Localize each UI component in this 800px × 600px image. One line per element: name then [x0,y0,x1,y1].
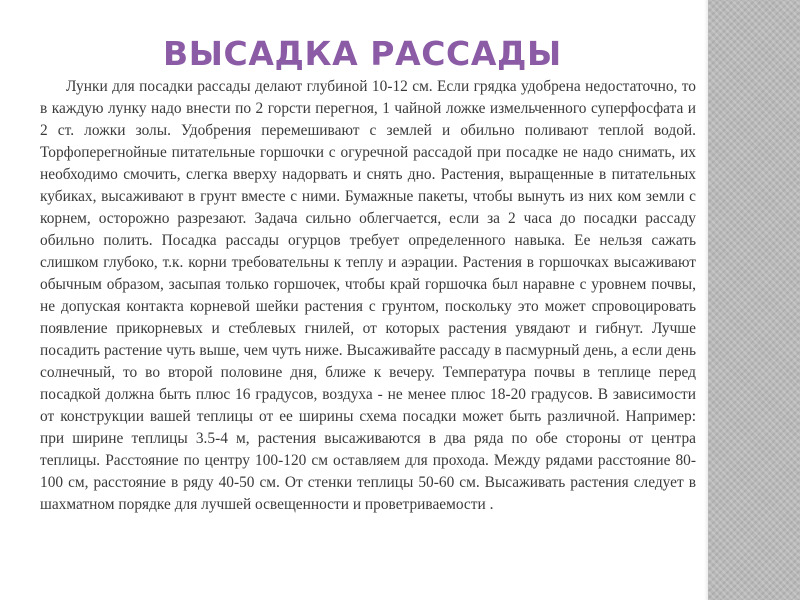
slide-title: ВЫСАДКА РАССАДЫ [163,34,562,73]
slide-body-text: Лунки для посадки рассады делают глубиной 10-12 см. Если грядка удобрена недостаточно, то в каждую лунку надо внести по 2 горсти перегноя, 1 чайной ложке измельченного суперфосфата и 2 ст. ложки золы. Удобрения перемешивают с землей и обильно поливают теплой водой. Торфоперегнойные питательные горшочки с огуречной рассадой при посадке не надо снимать, их необходимо смочить, слегка вверху надорвать и снять дно. Растения, выращенные в питательных кубиках, высаживают в грунт вместе с ними. Бумажные пакеты, чтобы вынуть из них ком земли с корнем, осторожно разрезают. Задача сильно облегчается, если за 2 часа до посадки рассаду обильно полить. Посадка рассады огурцов требует определенного навыка. Ее нельзя сажать слишком глубоко, т.к. корни требовательны к теплу и аэрации. Растения в горшочках высаживают обычным образом, засыпая только горшочек, чтобы край горшочка был наравне с уровнем почвы, не допуская контакта корневой шейки растения с грунтом, поскольку это может спровоцировать появление прикорневых и стеблевых гнилей, от которых растения увядают и гибнут. Лучше посадить растение чуть выше, чем чуть ниже. Высаживайте рассаду в пасмурный день, а если день солнечный, то во второй половине дня, ближе к вечеру. Температура почвы в теплице перед посадкой должна быть плюс 16 градусов, воздуха - не менее плюс 18-20 градусов. В зависимости от конструкции вашей теплицы от ее ширины схема посадки может быть различной. Например: при ширине теплицы 3.5-4 м, растения высаживаются в два ряда по обе стороны от центра теплицы. Расстояние по центру 100-120 см оставляем для прохода. Между рядами расстояние 80-100 см, расстояние в ряду 40-50 см. От стенки теплицы 50-60 см. Высаживать растения следует в шахматном порядке для лучшей освещенности и проветриваемости . [40,78,696,513]
decorative-side-strip [708,0,800,600]
